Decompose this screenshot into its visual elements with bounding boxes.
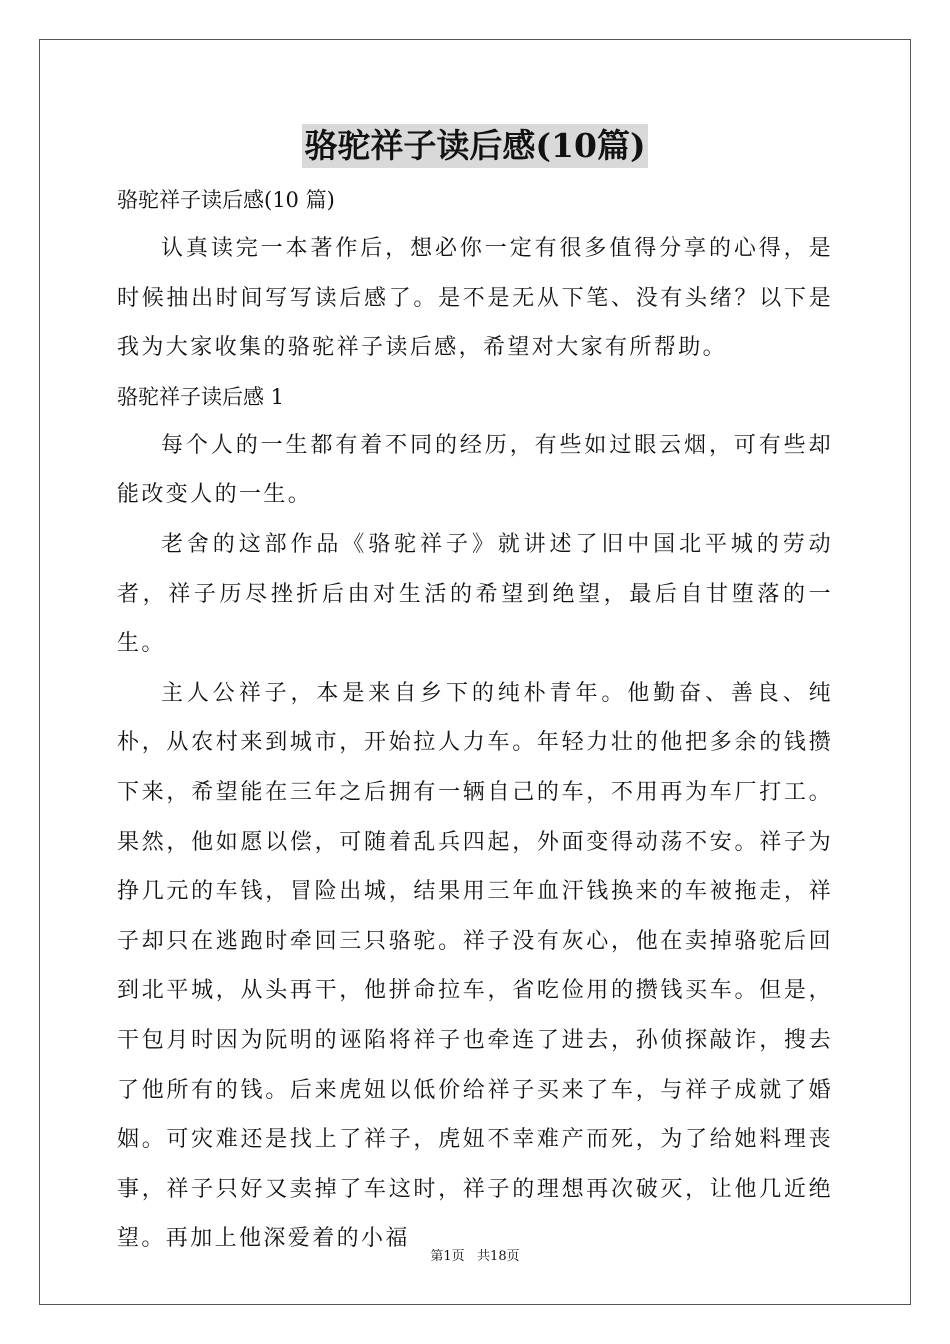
intro-paragraph: 认真读完一本著作后，想必你一定有很多值得分享的心得，是时候抽出时间写写读后感了。是不是无从下笔、没有头绪？以下是我为大家收集的骆驼祥子读后感，希望对大家有所帮助。 bbox=[117, 236, 833, 361]
body-paragraph-1: 每个人的一生都有着不同的经历，有些如过眼云烟，可有些却能改变人的一生。 bbox=[117, 432, 833, 508]
page-footer: 第1页 共18页 bbox=[430, 1249, 520, 1264]
section-heading: 骆驼祥子读后感 1 bbox=[117, 384, 285, 409]
document-title: 骆驼祥子读后感(10篇) bbox=[302, 124, 647, 168]
body-paragraph-2: 老舍的这部作品《骆驼祥子》就讲述了旧中国北平城的劳动者，祥子历尽挫折后由对生活的希望到绝望，最后自甘堕落的一生。 bbox=[117, 531, 833, 657]
document-subtitle: 骆驼祥子读后感(10 篇) bbox=[117, 188, 335, 212]
document-body bbox=[117, 176, 833, 1264]
body-paragraph-3: 主人公祥子，本是来自乡下的纯朴青年。他勤奋、善良、纯朴，从农村来到城市，开始拉人力车。年轻力壮的他把多余的钱攒下来，希望能在三年之后拥有一辆自己的车，不用再为车厂打工。果然，他如愿以偿，可随着乱兵四起，外面变得动荡不安。祥子为挣几元的车钱，冒险出城，结果用三年血汗钱换来的车被拖走，祥子却只在逃跑时牵回三只骆驼。祥子没有灰心，他在卖掉骆驼后回到北平城，从头再干，他拼命拉车，省吃俭用的攒钱买车。但是，干包月时因为阮明的诬陷将祥子也牵连了进去，孙侦探敲诈，搜去了他所有的钱。后来虎妞以低价给祥子买来了车，与祥子成就了婚姻。可灾难还是找上了祥子，虎妞不幸难产而死，为了给她料理丧事，祥子只好又卖掉了车这时，祥子的理想再次破灭，让他几近绝望。再加上他深爱着的小福 bbox=[117, 680, 833, 1252]
title-container bbox=[0, 124, 950, 168]
